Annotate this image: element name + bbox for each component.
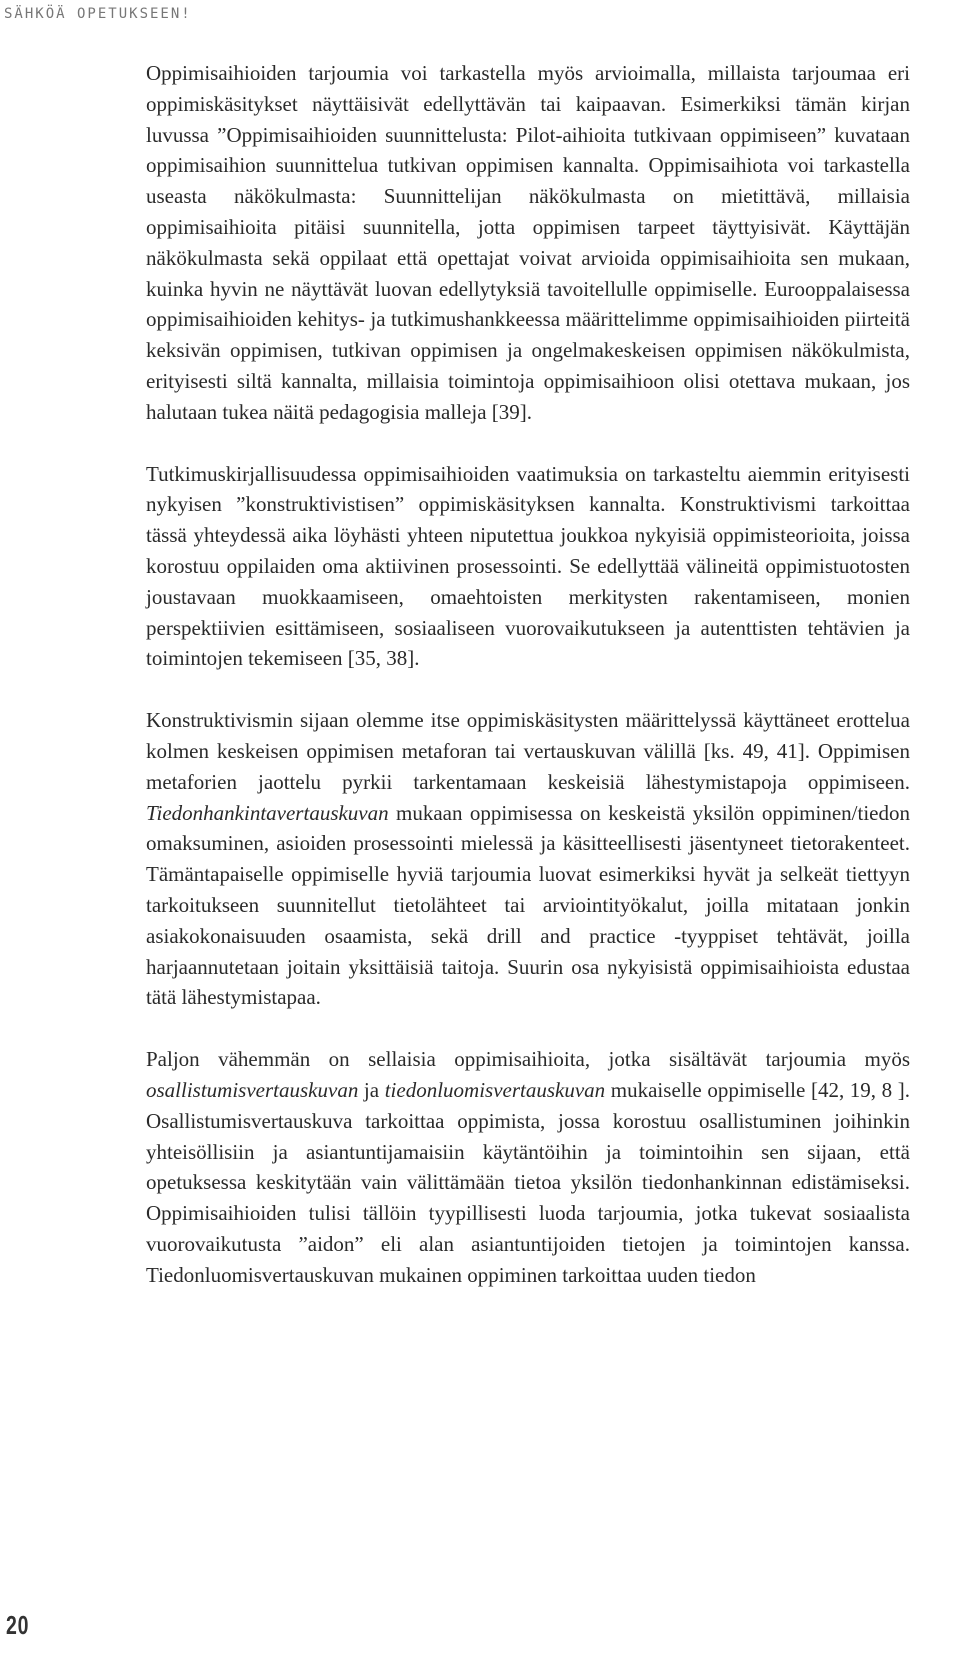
paragraph-text: mukaiselle oppimiselle [42, 19, 8 ]. Osallistumisvertauskuva tarkoittaa oppimista, jossa korostuu osallistuminen joihinkin yhteisöllisiin ja asiantuntijamaisiin käytäntöihin ja toimintoihin sen sijaan, että opetuksessa keskitytään vain välittämään tietoa yksilön tiedonhankinnan edistämiseksi. Oppimisaihioiden tulisi tällöin tyypillisesti luoda tarjoumia, jotka tukevat sosiaalista vuorovaikutusta ”aidon” eli alan asiantuntijoiden tietojen ja toimintojen kanssa. Tiedonluomisvertauskuvan mukainen oppiminen tarkoittaa uuden tiedon <box>146 1077 910 1287</box>
running-head: SÄHKÖÄ OPETUKSEEN! <box>4 6 192 22</box>
paragraph-text: Tutkimuskirjallisuudessa oppimisaihioiden vaatimuksia on tarkasteltu aiemmin erityisesti nykyisen ”konstruktivistisen” oppimiskäsityksen kannalta. Konstruktivismi tarkoittaa tässä yhteydessä aika löyhästi yhteen niputettua joukkoa nykyisiä oppimisteorioita, joissa korostuu oppilaiden oma aktiivinen prosessointi. Se edellyttää välineitä oppimistuotosten joustavaan muokkaamiseen, omaehtoisten merkitysten rakentamiseen, monien perspektiivien esittämiseen, sosiaaliseen vuorovaikutukseen ja autenttisten tehtävien ja toimintojen tekemiseen [35, 38]. <box>146 461 910 671</box>
body-text <box>146 58 910 1290</box>
page-number: 20 <box>6 1610 30 1640</box>
paragraph-text: Oppimisaihioiden tarjoumia voi tarkastella myös arvioimalla, millaista tarjoumaa eri oppimiskäsitykset näyttäisivät edellyttävän tai kaipaavan. Esimerkiksi tämän kirjan luvussa ”Oppimisaihioiden suunnittelusta: Pilot-aihioita tutkivaan oppimiseen” kuvataan oppimisaihion suunnittelua tutkivan oppimisen kannalta. Oppimisaihiota voi tarkastella useasta näkökulmasta: Suunnittelijan näkökulmasta on mietittävä, millaisia oppimisaihioita pitäisi suunnitella, jotta oppimisen tarpeet täyttyisivät. Käyttäjän näkökulmasta sekä oppilaat että opettajat voivat arvioida oppimisaihioita sen mukaan, kuinka hyvin ne näyttävät luovan edellytyksiä tavoitellulle oppimiselle. Eurooppalaisessa oppimisaihioiden kehitys- ja tutkimushankkeessa määrittelimme oppimisaihioiden piirteitä keksivän oppimisen, tutkivan oppimisen ja ongelmakeskeisen oppimisen näkökulmista, erityisesti siltä kannalta, millaisia toimintoja oppimisaihioon olisi otettava mukaan, jos halutaan tukea näitä pedagogisia malleja [39]. <box>146 61 910 424</box>
paragraph <box>146 705 910 1013</box>
paragraph <box>146 459 910 675</box>
paragraph <box>146 1044 910 1290</box>
italic-term: Tiedonhankintavertauskuvan <box>146 800 389 825</box>
italic-term: osallistumisvertauskuvan <box>146 1077 359 1102</box>
paragraph-text: Paljon vähemmän on sellaisia oppimisaihioita, jotka sisältävät tarjoumia myös <box>146 1047 910 1072</box>
paragraph-text: Konstruktivismin sijaan olemme itse oppimiskäsitysten määrittelyssä käyttäneet erottelua kolmen keskeisen oppimisen metaforan tai vertauskuvan välillä [ks. 49, 41]. Oppimisen metaforien jaottelu pyrkii tarkentamaan keskeisiä lähestymistapoja oppimiseen. <box>146 708 910 794</box>
paragraph-text: mukaan oppimisessa on keskeistä yksilön oppiminen/tiedon omaksuminen, asioiden prosessointi mielessä ja käsitteellisesti jäsentyneet tietorakenteet. Tämäntapaiselle oppimiselle hyviä tarjoumia luovat esimerkiksi hyvät ja selkeät tiettyyn tarkoitukseen suunnitellut tietolähteet tai arviointityökalut, joilla mitataan jonkin asiakokonaisuuden osaamista, sekä drill and practice -tyyppiset tehtävät, joilla harjaannutetaan joitain yksittäisiä taitoja. Suurin osa nykyisistä oppimisaihioista edustaa tätä lähestymistapaa. <box>146 800 910 1010</box>
paragraph <box>146 58 910 428</box>
italic-term: tiedonluomisvertauskuvan <box>384 1077 606 1102</box>
paragraph-text: ja <box>358 1077 385 1102</box>
